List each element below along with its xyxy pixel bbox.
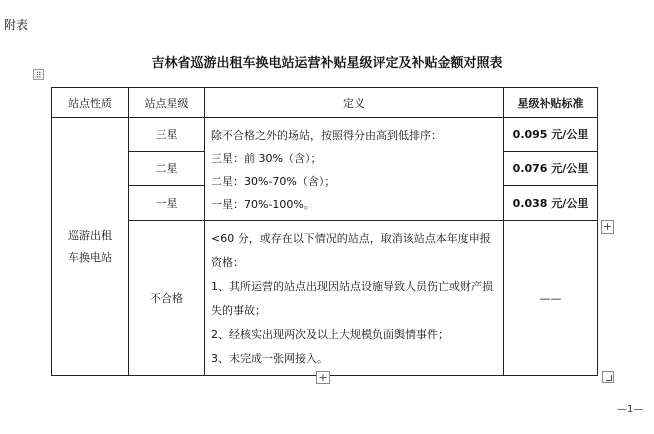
star-definition-line: 三星：前 30%（含）； <box>211 152 322 165</box>
fail-definition-line: <60 分，或存在以下情况的站点，取消该站点本年度申报资格： <box>211 232 491 269</box>
add-column-button[interactable]: + <box>602 220 613 233</box>
header-subsidy-standard: 星级补贴标准 <box>504 88 598 118</box>
star-definition-line: 二星：30%-70%（含）； <box>211 175 336 188</box>
rate-two-star: 0.076 元/公里 <box>504 151 598 186</box>
table-resize-handle-icon[interactable] <box>602 371 614 383</box>
fail-definition-line: 3、未完成一张网接入。 <box>211 352 328 365</box>
table-move-handle-icon[interactable]: ⠿ <box>33 69 44 80</box>
document-title: 吉林省巡游出租车换电站运营补贴星级评定及补贴金额对照表 <box>151 56 503 71</box>
rate-three-star: 0.095 元/公里 <box>504 118 598 152</box>
table-header-row <box>52 88 598 118</box>
star-definition-line: 一星：70%-100%。 <box>211 198 315 211</box>
star-definition-cell <box>205 118 504 221</box>
grade-one-star: 一星 <box>129 186 205 221</box>
subsidy-rate-table <box>51 87 598 376</box>
fail-definition-line: 1、其所运营的站点出现因站点设施导致人员伤亡或财产损失的事故； <box>211 280 493 317</box>
rate-fail: —— <box>504 221 598 376</box>
fail-definition-cell <box>205 221 504 376</box>
header-definition: 定义 <box>205 88 504 118</box>
page-number: —1— <box>617 404 644 415</box>
header-star-level: 站点星级 <box>129 88 205 118</box>
table-row-three-star <box>52 118 598 152</box>
rate-one-star: 0.038 元/公里 <box>504 186 598 221</box>
add-row-button[interactable]: + <box>316 371 330 384</box>
appendix-label: 附表 <box>4 18 29 32</box>
header-station-type: 站点性质 <box>52 88 129 118</box>
table-row-fail <box>52 221 598 376</box>
grade-two-star: 二星 <box>129 151 205 186</box>
star-definition-line: 除不合格之外的场站，按照得分由高到低排序： <box>211 129 442 142</box>
station-type-text: 巡游出租车换电站 <box>68 228 112 264</box>
grade-fail: 不合格 <box>129 221 205 376</box>
station-type-cell <box>52 118 129 376</box>
fail-definition-line: 2、经核实出现两次及以上大规模负面舆情事件； <box>211 328 449 341</box>
grade-three-star: 三星 <box>129 118 205 152</box>
